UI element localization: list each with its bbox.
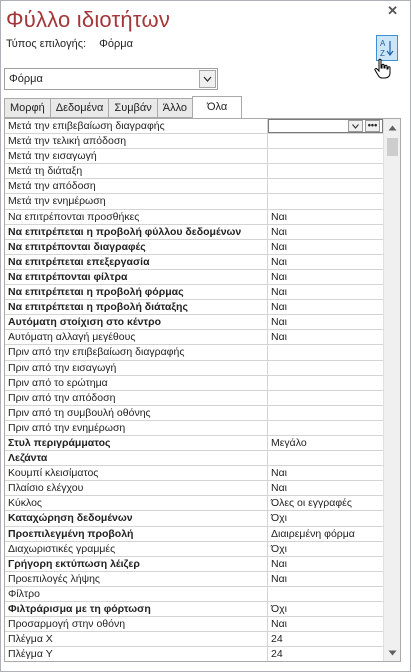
property-value[interactable] <box>268 587 383 601</box>
property-name: Μετά την επιβεβαίωση διαγραφής <box>5 119 268 133</box>
tab-event[interactable]: Συμβάν <box>108 98 157 118</box>
scroll-down-icon[interactable] <box>384 644 401 661</box>
property-row[interactable] <box>5 542 383 557</box>
property-row[interactable] <box>5 315 383 330</box>
property-name: Να επιτρέπονται προσθήκες <box>5 210 268 224</box>
property-name: Μετά την εισαγωγή <box>5 149 268 163</box>
property-row[interactable] <box>5 164 383 179</box>
tab-all[interactable]: Όλα <box>192 96 242 118</box>
property-name: Διαχωριστικές γραμμές <box>5 542 268 556</box>
property-row[interactable] <box>5 225 383 240</box>
property-value[interactable]: Ναι <box>271 270 287 283</box>
hand-cursor-icon <box>373 58 393 83</box>
property-value[interactable]: Ναι <box>271 572 287 585</box>
property-value[interactable]: Ναι <box>271 331 287 344</box>
property-name: Φίλτρο <box>5 587 268 601</box>
vertical-scrollbar[interactable] <box>383 119 400 661</box>
property-row[interactable] <box>5 647 383 662</box>
property-value[interactable]: Όλες οι εγγραφές <box>271 497 352 510</box>
property-value[interactable]: Ναι <box>271 240 287 253</box>
property-name: Πριν από το ερώτημα <box>5 376 268 390</box>
property-name: Καταχώρηση δεδομένων <box>5 511 268 525</box>
tab-data[interactable]: Δεδομένα <box>50 98 110 118</box>
property-name: Να επιτρέπονται διαγραφές <box>5 240 268 254</box>
property-value[interactable]: Ναι <box>271 618 287 631</box>
object-selector-combo[interactable] <box>4 68 218 90</box>
property-value[interactable] <box>268 164 383 178</box>
property-name: Προεπιλογές λήψης <box>5 572 268 586</box>
property-value[interactable]: 24 <box>271 648 283 661</box>
property-row[interactable] <box>5 391 383 406</box>
property-name: Προεπιλεγμένη προβολή <box>5 527 268 541</box>
scroll-thumb[interactable] <box>387 138 398 156</box>
property-row[interactable] <box>5 240 383 255</box>
property-value[interactable]: Ναι <box>271 301 287 314</box>
chevron-down-icon[interactable] <box>348 120 363 132</box>
pane-title: Φύλλο ιδιοτήτων <box>6 7 171 32</box>
property-row[interactable] <box>5 421 383 436</box>
property-value[interactable] <box>268 361 383 375</box>
property-name: Μετά την απόδοση <box>5 179 268 193</box>
selection-type-value: Φόρμα <box>99 38 133 50</box>
property-name: Να επιτρέπεται η προβολή φόρμας <box>5 285 268 299</box>
property-row[interactable] <box>5 436 383 451</box>
property-value[interactable] <box>268 179 383 193</box>
property-value[interactable] <box>268 194 383 208</box>
property-row[interactable] <box>5 119 383 134</box>
property-row[interactable] <box>5 557 383 572</box>
property-row[interactable] <box>5 481 383 496</box>
property-value[interactable] <box>268 421 383 435</box>
property-value[interactable] <box>268 391 383 405</box>
scroll-up-icon[interactable] <box>384 119 401 136</box>
tab-other[interactable]: Άλλο <box>157 98 193 118</box>
property-grid <box>4 118 401 662</box>
property-value[interactable]: Ναι <box>271 557 287 570</box>
property-value[interactable] <box>268 451 383 465</box>
property-rows <box>5 119 383 662</box>
selection-type-label: Τύπος επιλογής: <box>6 38 87 50</box>
property-name: Πριν από την εισαγωγή <box>5 361 268 375</box>
property-row[interactable] <box>5 149 383 164</box>
property-row[interactable] <box>5 602 383 617</box>
sort-az-icon <box>379 38 395 58</box>
property-value[interactable]: Ναι <box>271 467 287 480</box>
property-value[interactable]: Ναι <box>271 482 287 495</box>
property-value[interactable]: Όχι <box>271 542 287 555</box>
property-value[interactable] <box>268 134 383 148</box>
property-row[interactable] <box>5 134 383 149</box>
property-name: Αυτόματη αλλαγή μεγέθους <box>5 330 268 344</box>
property-row[interactable] <box>5 179 383 194</box>
property-row[interactable] <box>5 330 383 345</box>
property-row[interactable] <box>5 632 383 647</box>
property-name: Να επιτρέπονται φίλτρα <box>5 270 268 284</box>
property-name: Φιλτράρισμα με τη φόρτωση <box>5 602 268 616</box>
object-selector-value: Φόρμα <box>9 73 43 85</box>
svg-text:Z: Z <box>380 49 385 58</box>
property-name: Να επιτρέπεται η προβολή φύλλου δεδομένων <box>5 225 268 239</box>
property-value[interactable]: Όχι <box>271 512 287 525</box>
property-row[interactable] <box>5 376 383 391</box>
property-row[interactable] <box>5 511 383 526</box>
property-row[interactable] <box>5 210 383 225</box>
property-row[interactable] <box>5 451 383 466</box>
property-value[interactable]: Ναι <box>271 255 287 268</box>
property-row[interactable] <box>5 361 383 376</box>
property-value[interactable] <box>268 406 383 420</box>
property-name: Να επιτρέπεται η προβολή διάταξης <box>5 300 268 314</box>
property-row[interactable] <box>5 255 383 270</box>
property-row[interactable] <box>5 270 383 285</box>
selection-type <box>6 38 133 50</box>
property-row[interactable] <box>5 406 383 421</box>
property-name: Κουμπί κλεισίματος <box>5 466 268 480</box>
property-value[interactable] <box>268 345 383 359</box>
property-name: Πριν από τη συμβουλή οθόνης <box>5 406 268 420</box>
property-name: Μετά την ενημέρωση <box>5 194 268 208</box>
property-row[interactable] <box>5 572 383 587</box>
property-row[interactable] <box>5 194 383 209</box>
property-name: Μετά την τελική απόδοση <box>5 134 268 148</box>
property-tabs <box>4 96 241 118</box>
property-name: Πριν από την ενημέρωση <box>5 421 268 435</box>
property-name: Στυλ περιγράμματος <box>5 436 268 450</box>
property-value[interactable] <box>268 149 383 163</box>
property-value[interactable]: Μεγάλο <box>271 436 307 449</box>
property-value[interactable]: Ναι <box>271 316 287 329</box>
property-value[interactable]: Ναι <box>271 210 287 223</box>
chevron-down-icon[interactable] <box>199 70 216 88</box>
property-name: Πριν από την απόδοση <box>5 391 268 405</box>
build-button[interactable]: ••• <box>365 120 380 132</box>
tab-format[interactable]: Μορφή <box>4 98 51 118</box>
svg-text:A: A <box>380 39 386 48</box>
property-row[interactable] <box>5 466 383 481</box>
property-value[interactable]: 24 <box>271 633 283 646</box>
property-row[interactable] <box>5 285 383 300</box>
property-name: Αυτόματη στοίχιση στο κέντρο <box>5 315 268 329</box>
property-value[interactable]: Διαιρεμένη φόρμα <box>271 527 355 540</box>
property-value[interactable]: Ναι <box>271 286 287 299</box>
property-value[interactable]: Όχι <box>271 603 287 615</box>
property-name: Πλαίσιο ελέγχου <box>5 481 268 495</box>
property-name: Κύκλος <box>5 496 268 510</box>
property-name: Προσαρμογή στην οθόνη <box>5 617 268 631</box>
property-row[interactable] <box>5 617 383 632</box>
property-name: Πλέγμα X <box>5 632 268 646</box>
property-row[interactable] <box>5 496 383 511</box>
property-name: Πριν από την επιβεβαίωση διαγραφής <box>5 345 268 359</box>
property-name: Γρήγορη εκτύπωση λέιζερ <box>5 557 268 571</box>
property-row[interactable] <box>5 587 383 602</box>
close-icon[interactable]: ✕ <box>387 3 398 18</box>
property-value[interactable] <box>268 376 383 390</box>
property-value[interactable]: Ναι <box>271 225 287 238</box>
property-name: Λεζάντα <box>5 451 268 465</box>
property-name: Πλέγμα Y <box>5 647 268 661</box>
property-name: Να επιτρέπεται επεξεργασία <box>5 255 268 269</box>
property-name: Μετά τη διάταξη <box>5 164 268 178</box>
property-row[interactable] <box>5 300 383 315</box>
property-row[interactable] <box>5 345 383 360</box>
property-row[interactable] <box>5 527 383 542</box>
